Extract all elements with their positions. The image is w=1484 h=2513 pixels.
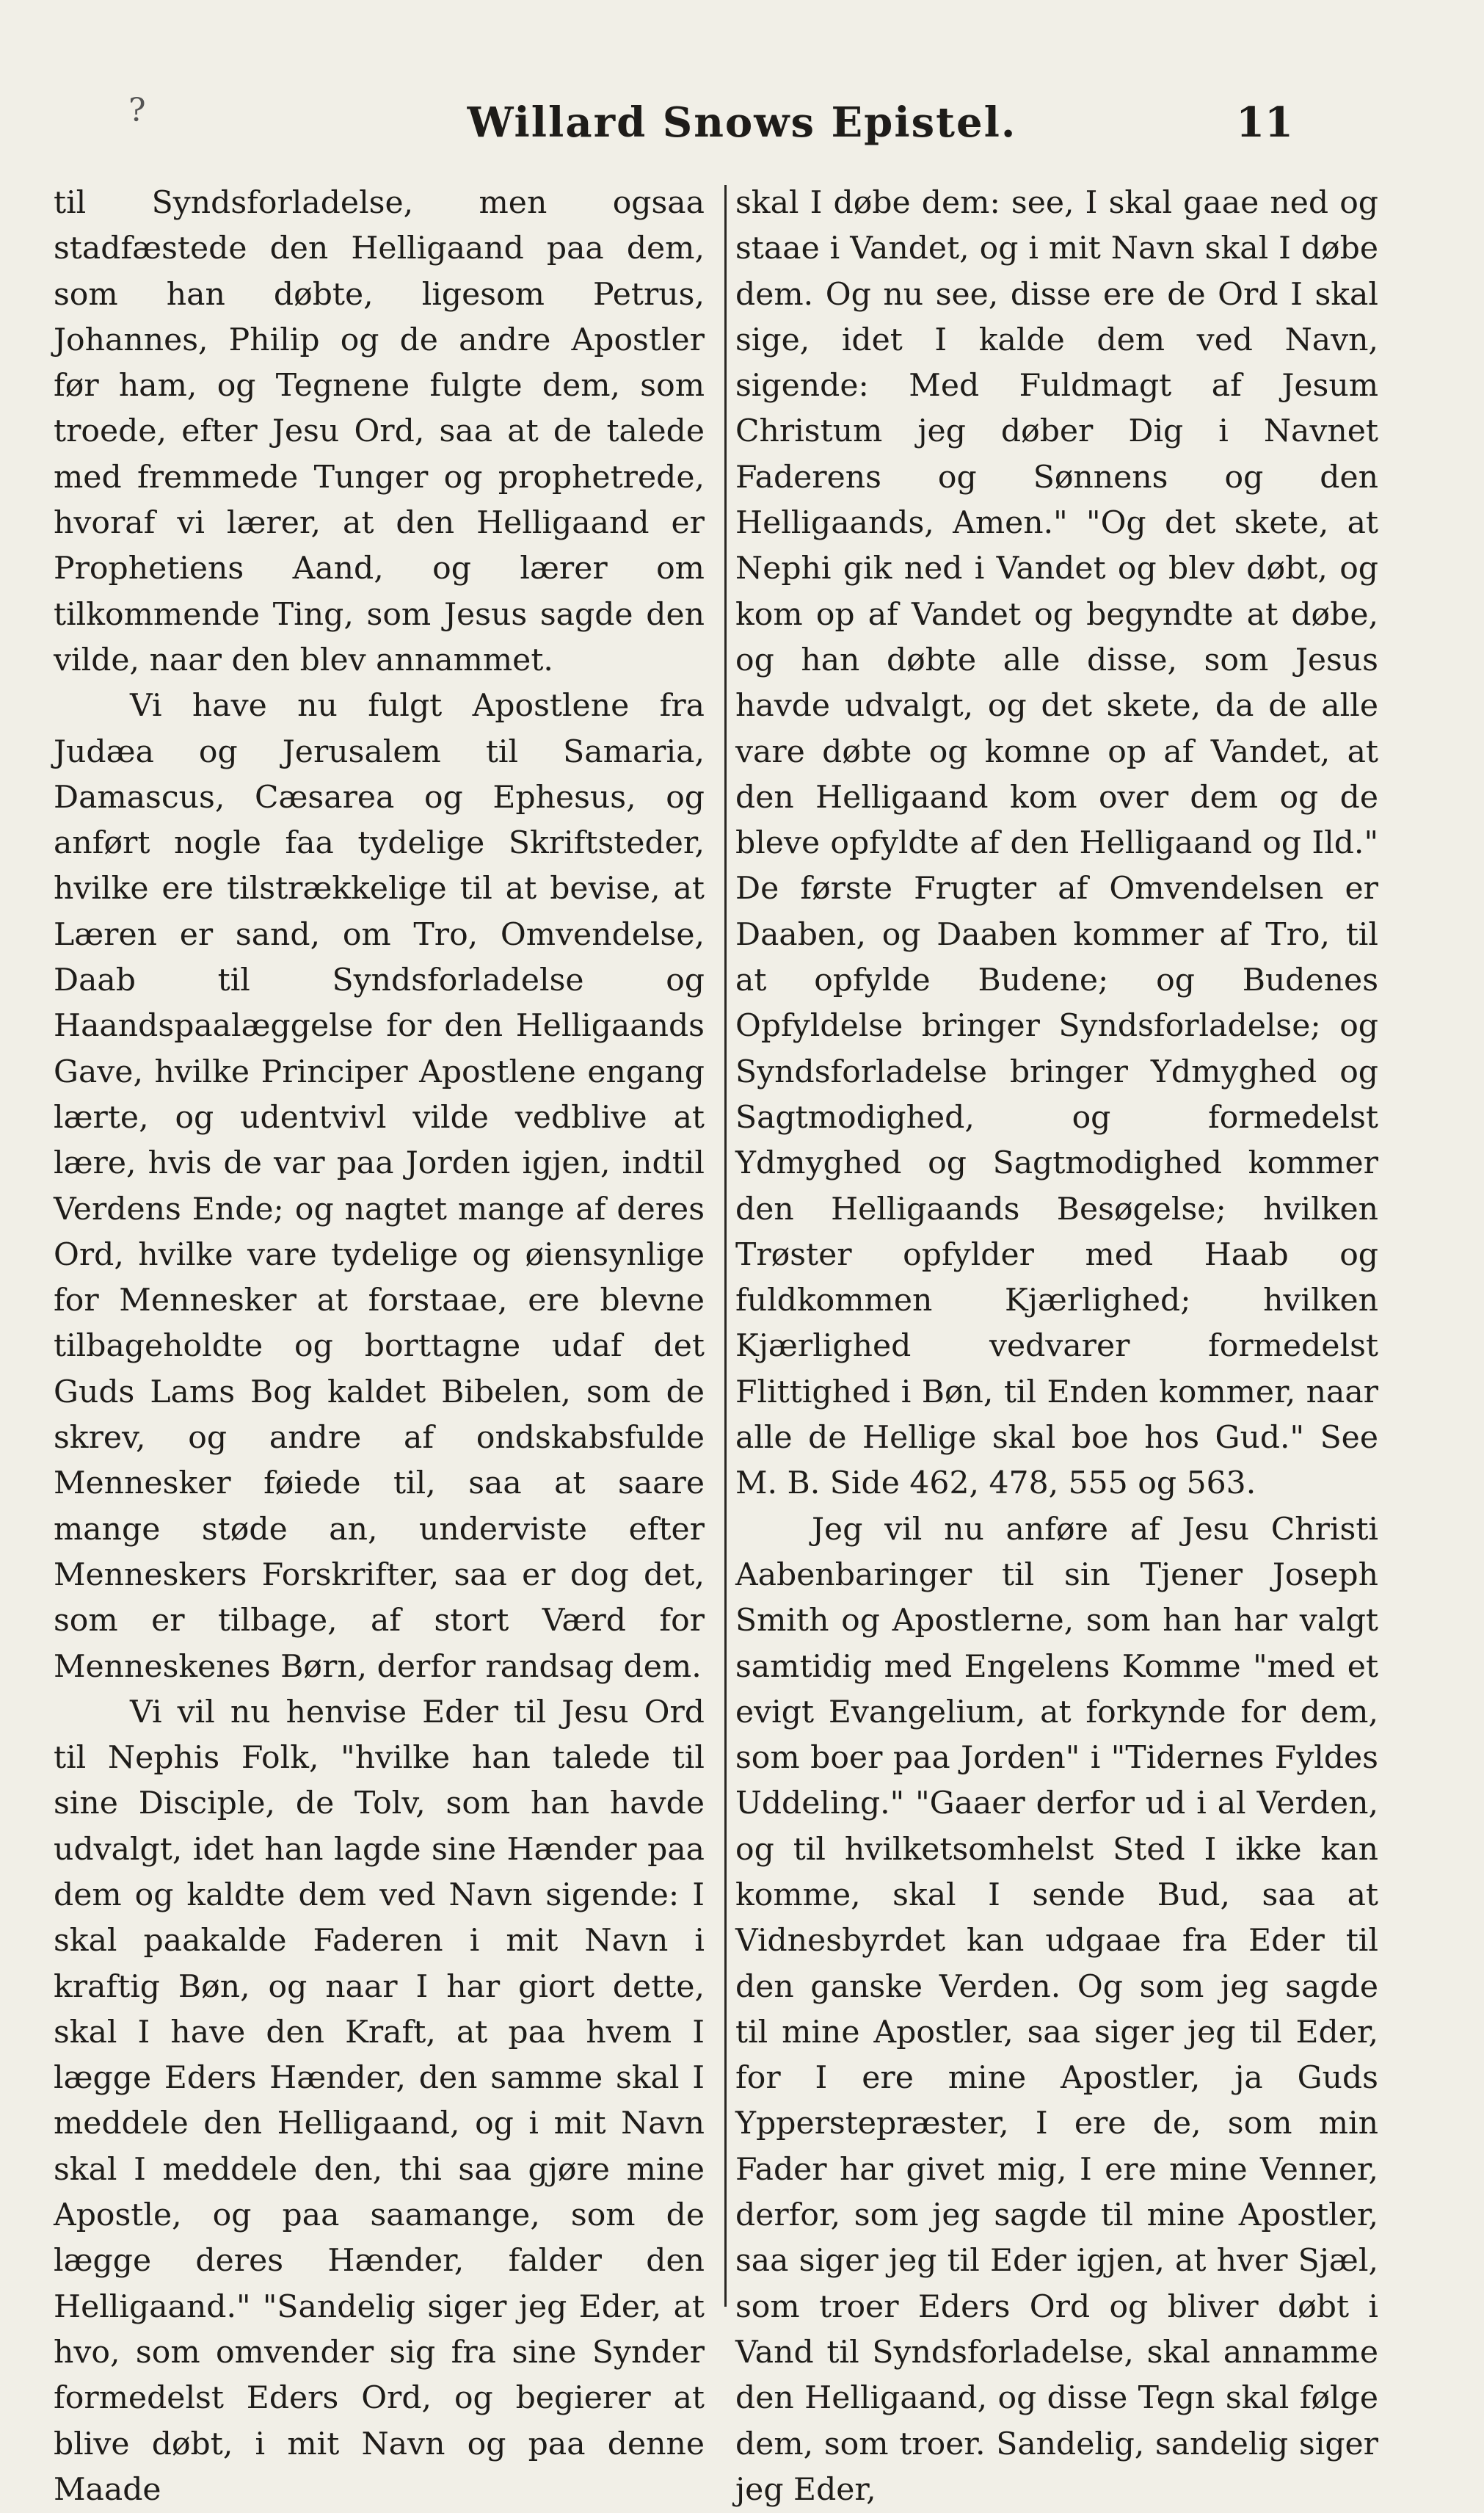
- paragraph: Vi have nu fulgt Apostlene fra Judæa og Jerusalem til Samaria, Damascus, Cæsarea og Ephesus, og anført nogle faa tydelige Skriftsteder, hvilke ere tilstrækkelige til at bevise, at Læren er sand, om Tro, Omvendelse, Daab til Syndsforladelse og Haandspaalæggelse for den Helligaands Gave, hvilke Principer Apostlene engang lærte, og udentvivl vilde vedblive at lære, hvis de var paa Jorden igjen, indtil Verdens Ende; og nagtet mange af deres Ord, hvilke vare tydelige og øiensynlige for Mennesker at forstaae, ere blevne tilbageholdte og borttagne udaf det Guds Lams Bog kaldet Bibelen, som de skrev, og andre af ondskabsfulde Mennesker føiede til, saa at saare mange støde an, underviste efter Menneskers Forskrifter, saa er dog det, som er tilbage, af stort Værd for Menneskenes Børn, derfor randsag dem.: [54, 688, 705, 1685]
- page-number: 11: [1236, 98, 1293, 147]
- left-column: [54, 181, 705, 2508]
- paragraph: Vi vil nu henvise Eder til Jesu Ord til Nephis Folk, "hvilke han talede til sine Disciple, de Tolv, som han havde udvalgt, idet han lagde sine Hænder paa dem og kaldte dem ved Navn sigende: I skal paakalde Faderen i mit Navn i kraftig Bøn, og naar I har giort dette, skal I have den Kraft, at paa hvem I lægge Eders Hænder, den samme skal I meddele den Helligaand, og i mit Navn skal I meddele den, thi saa gjøre mine Apostle, og paa saamange, som de lægge deres Hænder, falder den Helligaand." "Sandelig siger jeg Eder, at hvo, som omvender sig fra sine Synder formedelst Eders Ord, og begierer at blive døbt, i mit Navn og paa denne Maade: [54, 1694, 705, 2508]
- page-title: Willard Snows Epistel.: [467, 98, 1017, 147]
- paragraph: Jeg vil nu anføre af Jesu Christi Aabenbaringer til sin Tjener Joseph Smith og Apostlerne, som han har valgt samtidig med Engelens Komme "med et evigt Evangelium, at forkynde for dem, som boer paa Jorden" i "Tidernes Fyldes Uddeling." "Gaaer derfor ud i al Verden, og til hvilketsomhelst Sted I ikke kan komme, skal I sende Bud, saa at Vidnesbyrdet kan udgaae fra Eder til den ganske Verden. Og som jeg sagde til mine Apostler, saa siger jeg til Eder, for I ere mine Apostler, ja Guds Ypperstepræster, I ere de, som min Fader har givet mig, I ere mine Venner, derfor, som jeg sagde til mine Apostler, saa siger jeg til Eder igjen, at hver Sjæl, som troer Eders Ord og bliver døbt i Vand til Syndsforladelse, skal annamme den Helligaand, og disse Tegn skal følge dem, som troer. Sandelig, sandelig siger jeg Eder,: [735, 1511, 1378, 2508]
- column-divider: [724, 185, 727, 2307]
- running-header: [44, 88, 1440, 162]
- paragraph: til Syndsforladelse, men ogsaa stadfæstede den Helligaand paa dem, som han døbte, ligesom Petrus, Johannes, Philip og de andre Apostler før ham, og Tegnene fulgte dem, som troede, efter Jesu Ord, saa at de talede med fremmede Tunger og prophetrede, hvoraf vi lærer, at den Helligaand er Prophetiens Aand, og lærer om tilkommende Ting, som Jesus sagde den vilde, naar den blev annammet.: [54, 185, 705, 678]
- paragraph: skal I døbe dem: see, I skal gaae ned og staae i Vandet, og i mit Navn skal I døbe dem. Og nu see, disse ere de Ord I skal sige, idet I kalde dem ved Navn, sigende: Med Fuldmagt af Jesum Christum jeg døber Dig i Navnet Faderens og Sønnens og den Helligaands, Amen." "Og det skete, at Nephi gik ned i Vandet og blev døbt, og kom op af Vandet og begyndte at døbe, og han døbte alle disse, som Jesus havde udvalgt, og det skete, da de alle vare døbte og komne op af Vandet, at den Helligaand kom over dem og de bleve opfyldte af den Helligaand og Ild." De første Frugter af Omvendelsen er Daaben, og Daaben kommer af Tro, til at opfylde Budene; og Budenes Opfyldelse bringer Syndsforladelse; og Syndsforladelse bringer Ydmyghed og Sagtmodighed, og formedelst Ydmyghed og Sagtmodighed kommer den Helligaands Besøgelse; hvilken Trøster opfylder med Haab og fuldkommen Kjærlighed; hvilken Kjærlighed vedvarer formedelst Flittighed i Bøn, til Enden kommer, naar alle de Hellige skal boe hos Gud." See M. B. Side 462, 478, 555 og 563.: [735, 185, 1378, 1502]
- right-column: [735, 181, 1378, 2508]
- margin-mark: ?: [128, 92, 146, 129]
